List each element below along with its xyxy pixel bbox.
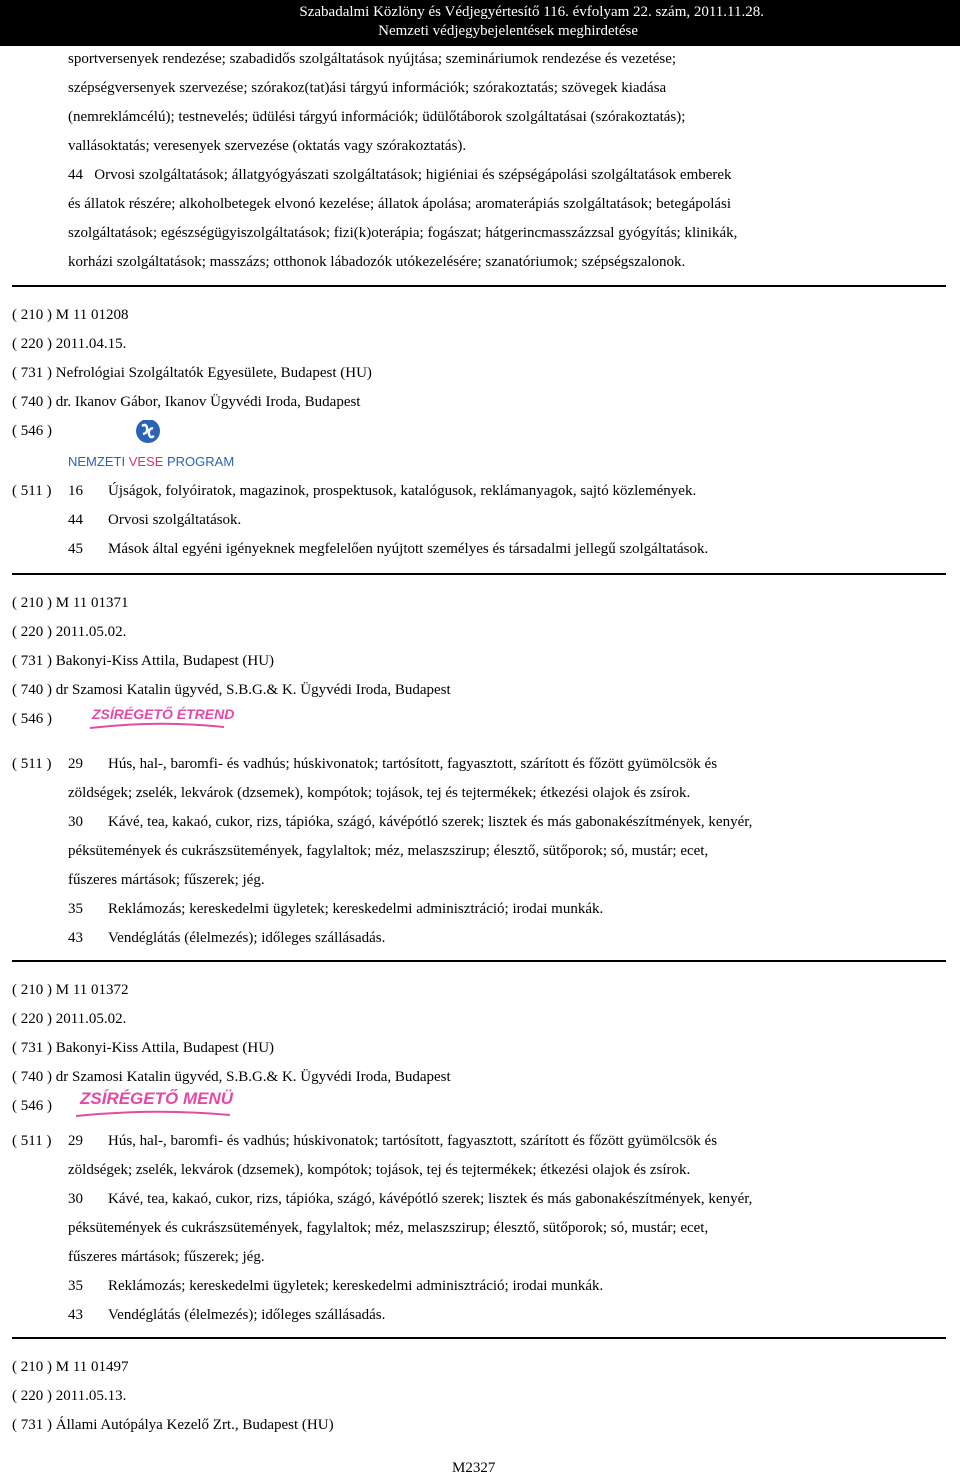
- class-text: Kávé, tea, kakaó, cukor, rizs, tápióka, szágó, kávépótló szerek; lisztek és más gabonakészítmények, kenyér,: [108, 814, 753, 830]
- class-text: Vendéglátás (élelmezés); időleges szállásadás.: [108, 930, 386, 946]
- field-210: ( 210 ) M 11 01497: [12, 1359, 129, 1375]
- logo-word-vese: VESE: [128, 454, 164, 469]
- field-731: ( 731 ) Állami Autópálya Kezelő Zrt., Budapest (HU): [12, 1417, 334, 1433]
- class44-line: szolgáltatások; egészségügyiszolgáltatások; fizi(k)oterápia; fogászat; hátgerincmasszázzsal gyógyítás; klinikák,: [68, 225, 738, 241]
- zsiregeto-menu-logo: ZSÍRÉGETŐ MENÜ: [80, 1089, 234, 1108]
- class-num: 44: [68, 512, 83, 528]
- divider: [12, 285, 946, 287]
- journal-title: Szabadalmi Közlöny és Védjegyértesítő 116. évfolyam 22. szám, 2011.11.28.: [299, 4, 764, 20]
- entry-4-fields: [12, 1353, 334, 1440]
- class-num: 43: [68, 1307, 83, 1323]
- logo-swoosh-icon: [74, 1110, 234, 1120]
- field-740: ( 740 ) dr Szamosi Katalin ügyvéd, S.B.G.& K. Ügyvédi Iroda, Budapest: [12, 682, 451, 698]
- class-text: fűszeres mártások; fűszerek; jég.: [68, 1249, 265, 1265]
- class-text: Hús, hal-, baromfi- és vadhús; húskivonatok; tartósított, fagyasztott, szárított és főzött gyümölcsök és: [108, 756, 718, 772]
- class-num: 45: [68, 541, 83, 557]
- field-220: ( 220 ) 2011.05.02.: [12, 624, 127, 640]
- intro-line: vallásoktatás; veresenyek szervezése (oktatás vagy szórakoztatás).: [68, 138, 467, 154]
- page-header: [0, 0, 960, 46]
- field-731: ( 731 ) Bakonyi-Kiss Attila, Budapest (HU): [12, 1040, 275, 1056]
- section-title: Nemzeti védjegybejelentések meghirdetése: [378, 23, 638, 39]
- field-220: ( 220 ) 2011.04.15.: [12, 336, 127, 352]
- class44-line: 44 Orvosi szolgáltatások; állatgyógyászati szolgáltatások; higiéniai és szépségápolási szolgáltatások emberek: [68, 167, 732, 183]
- class-text: Vendéglátás (élelmezés); időleges szállásadás.: [108, 1307, 386, 1323]
- class-text: péksütemények és cukrászsütemények, fagylaltok; méz, melaszszirup; élesztő, sütőporok; só, mustár; ecet,: [68, 1220, 709, 1236]
- field-511-label: ( 511 ): [12, 1133, 52, 1149]
- intro-line: sportversenyek rendezése; szabadidős szolgáltatások nyújtása; szemináriumok rendezése és vezetése;: [68, 51, 677, 67]
- class-text: fűszeres mártások; fűszerek; jég.: [68, 872, 265, 888]
- field-511-label: ( 511 ): [12, 756, 52, 772]
- field-740: ( 740 ) dr. Ikanov Gábor, Ikanov Ügyvédi Iroda, Budapest: [12, 394, 361, 410]
- field-220: ( 220 ) 2011.05.13.: [12, 1388, 127, 1404]
- field-546: ( 546 ): [12, 711, 52, 727]
- field-731: ( 731 ) Nefrológiai Szolgáltatók Egyesülete, Budapest (HU): [12, 365, 372, 381]
- class-num: 29: [68, 756, 83, 772]
- field-546: ( 546 ): [12, 1098, 52, 1114]
- logo-word-nemzeti: NEMZETI: [68, 454, 126, 469]
- intro-line: szépségversenyek szervezése; szórakoz(tat)ási tárgyú információk; szórakoztatás; szövegek kiadása: [68, 80, 667, 96]
- class-text: zöldségek; zselék, lekvárok (dzsemek), kompótok; tojások, tej és tejtermékek; étkezési olajok és zsírok.: [68, 1162, 691, 1178]
- class-text: péksütemények és cukrászsütemények, fagylaltok; méz, melaszszirup; élesztő, sütőporok; só, mustár; ecet,: [68, 843, 709, 859]
- zsiregeto-etrend-logo: ZSÍRÉGETŐ ÉTREND: [92, 706, 235, 722]
- class-text: Reklámozás; kereskedelmi ügyletek; kereskedelmi adminisztráció; irodai munkák.: [108, 1278, 604, 1294]
- class44-line: korházi szolgáltatások; masszázs; otthonok lábadozók utókezelésére; szanatóriumok; szépségszalonok.: [68, 254, 686, 270]
- field-210: ( 210 ) M 11 01208: [12, 307, 129, 323]
- divider: [12, 960, 946, 962]
- field-731: ( 731 ) Bakonyi-Kiss Attila, Budapest (HU): [12, 653, 275, 669]
- field-210: ( 210 ) M 11 01371: [12, 595, 129, 611]
- class-num: 35: [68, 1278, 83, 1294]
- intro-line: (nemreklámcélú); testnevelés; üdülési tárgyú információk; üdülőtáborok szolgáltatásai (szórakoztatás);: [68, 109, 686, 125]
- field-546: ( 546 ): [12, 423, 52, 439]
- class-text: Mások által egyéni igényeknek megfelelően nyújtott személyes és társadalmi jellegű szolgáltatások.: [108, 541, 709, 557]
- intro-block: [68, 45, 737, 277]
- class-text: Kávé, tea, kakaó, cukor, rizs, tápióka, szágó, kávépótló szerek; lisztek és más gabonakészítmények, kenyér,: [108, 1191, 753, 1207]
- divider: [12, 1337, 946, 1339]
- field-220: ( 220 ) 2011.05.02.: [12, 1011, 127, 1027]
- page-number: M2327: [452, 1460, 496, 1476]
- class-num: 35: [68, 901, 83, 917]
- class-num: 16: [68, 483, 83, 499]
- class44-line: és állatok részére; alkoholbetegek elvonó kezelése; állatok ápolása; aromaterápiás szolgáltatások; betegápolási: [68, 196, 732, 212]
- nemzeti-vese-program-logo: [68, 420, 238, 472]
- class-num: 29: [68, 1133, 83, 1149]
- field-511-label: ( 511 ): [12, 483, 52, 499]
- class-num: 43: [68, 930, 83, 946]
- class-text: zöldségek; zselék, lekvárok (dzsemek), kompótok; tojások, tej és tejtermékek; étkezési olajok és zsírok.: [68, 785, 691, 801]
- divider: [12, 573, 946, 575]
- class-text: Hús, hal-, baromfi- és vadhús; húskivonatok; tartósított, fagyasztott, szárított és főzött gyümölcsök és: [108, 1133, 718, 1149]
- field-210: ( 210 ) M 11 01372: [12, 982, 129, 998]
- class-text: Újságok, folyóiratok, magazinok, prospektusok, katalógusok, reklámanyagok, sajtó közlemények.: [108, 483, 697, 499]
- class-text: Reklámozás; kereskedelmi ügyletek; kereskedelmi adminisztráció; irodai munkák.: [108, 901, 604, 917]
- class-num: 30: [68, 814, 83, 830]
- class-text: Orvosi szolgáltatások.: [108, 512, 242, 528]
- logo-swoosh-icon: [88, 722, 228, 732]
- field-740: ( 740 ) dr Szamosi Katalin ügyvéd, S.B.G.& K. Ügyvédi Iroda, Budapest: [12, 1069, 451, 1085]
- logo-word-program: PROGRAM: [167, 454, 235, 469]
- class-num: 30: [68, 1191, 83, 1207]
